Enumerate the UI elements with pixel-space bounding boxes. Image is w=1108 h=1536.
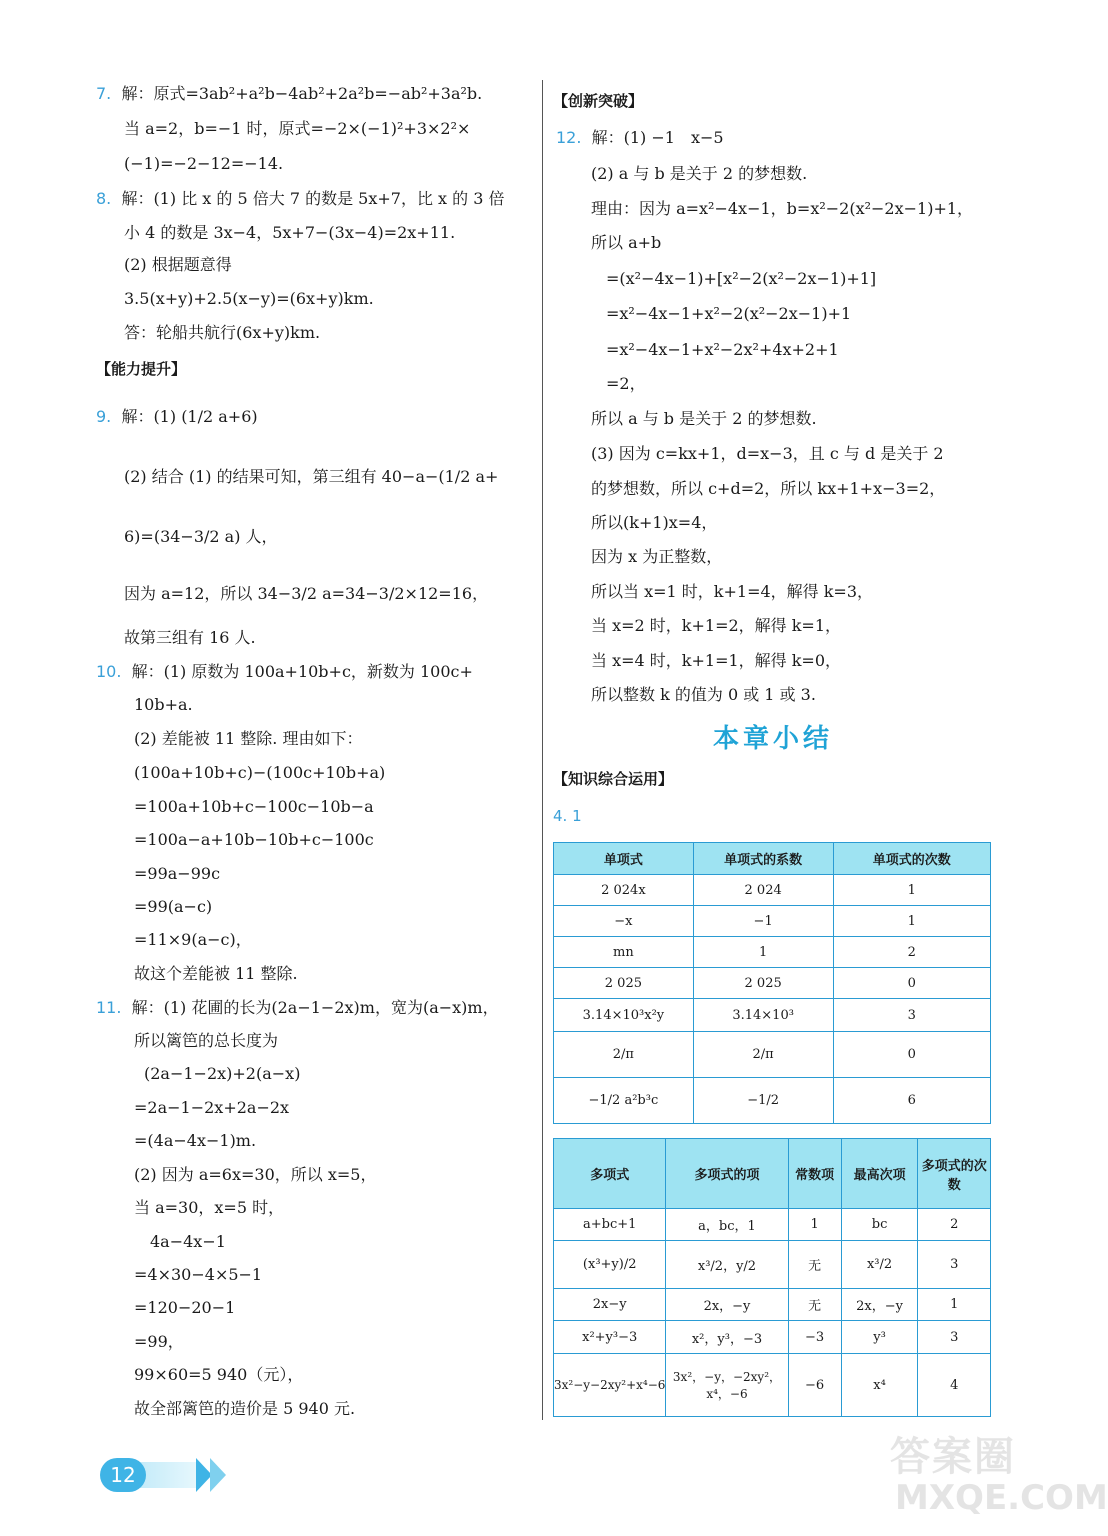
table-cell: −6 — [788, 1354, 841, 1417]
table-row — [554, 906, 991, 937]
table-cell: bc — [841, 1209, 918, 1241]
answer-12-line-8: =2， — [606, 374, 646, 393]
table-row — [554, 1078, 991, 1124]
table-cell: 2 024x — [554, 875, 694, 906]
table-cell: −1/2 — [693, 1078, 833, 1124]
table-cell: 2/π — [554, 1032, 694, 1078]
table-cell: −3 — [788, 1321, 841, 1354]
answer-8-line-2: 小 4 的数是 3x−4，5x+7−(3x−4)=2x+11. — [124, 223, 456, 242]
answer-12-line-4: 所以 a+b — [591, 233, 662, 252]
answer-12-line-1: 12. 解：(1) −1 x−5 — [556, 128, 724, 147]
answer-11-line-9: =4×30−4×5−1 — [134, 1265, 263, 1284]
answer-12-line-17: 所以整数 k 的值为 0 或 1 或 3. — [591, 685, 816, 704]
page-number: 12 — [100, 1458, 146, 1492]
table-row — [554, 1032, 991, 1078]
answer-10-line-8: =99(a−c) — [134, 897, 213, 916]
column-divider — [542, 80, 543, 1420]
answer-10-line-1: 10. 解：(1) 原数为 100a+10b+c，新数为 100c+ — [96, 662, 473, 681]
answer-12-line-15: 当 x=2 时，k+1=2，解得 k=1， — [591, 616, 842, 635]
answer-11-line-8: 4a−4x−1 — [150, 1232, 226, 1251]
answer-10-line-7: =99a−99c — [134, 864, 221, 883]
answer-12-line-11: 的梦想数，所以 c+d=2，所以 kx+1+x−3=2， — [591, 479, 946, 498]
table-row — [554, 1321, 991, 1354]
table-cell: 2/π — [693, 1032, 833, 1078]
answer-12-line-16: 当 x=4 时，k+1=1，解得 k=0， — [591, 651, 842, 670]
table-cell: 无 — [788, 1289, 841, 1321]
table-cell: (x³+y)/2 — [554, 1241, 666, 1289]
answer-7-line-3: (−1)=−2−12=−14. — [124, 154, 284, 173]
answer-9-line-2: (2) 结合 (1) 的结果可知，第三组有 40−a−(1/2 a+ — [124, 467, 499, 486]
answer-9-line-1: 9. 解：(1) (1/2 a+6) — [96, 407, 258, 426]
answer-10-line-9: =11×9(a−c)， — [134, 930, 252, 949]
table-cell: a，bc，1 — [666, 1209, 788, 1241]
table-cell: x³/2，y/2 — [666, 1241, 788, 1289]
table-row — [554, 1209, 991, 1241]
table-cell: −x — [554, 906, 694, 937]
table-cell: 3.14×10³x²y — [554, 999, 694, 1032]
table-row — [554, 968, 991, 999]
answer-12-line-13: 因为 x 为正整数， — [591, 547, 723, 566]
table-cell: x³/2 — [841, 1241, 918, 1289]
table-cell: 1 — [833, 906, 991, 937]
section-heading-ability: 【能力提升】 — [96, 360, 187, 378]
answer-11-line-1: 11. 解：(1) 花圃的长为(2a−1−2x)m，宽为(a−x)m， — [96, 998, 499, 1017]
table2-header-constant: 常数项 — [788, 1139, 841, 1209]
table-cell: x²+y³−3 — [554, 1321, 666, 1354]
table1-header-degree: 单项式的次数 — [833, 843, 991, 875]
answer-12-line-12: 所以(k+1)x=4， — [591, 513, 718, 532]
answer-12-line-2: (2) a 与 b 是关于 2 的梦想数. — [591, 164, 808, 183]
table-cell: 2 024 — [693, 875, 833, 906]
table-cell: 0 — [833, 968, 991, 999]
table-cell: x²，y³，−3 — [666, 1321, 788, 1354]
table-cell: 2x−y — [554, 1289, 666, 1321]
table2-header-degree: 多项式的次数 — [918, 1139, 991, 1209]
table-row — [554, 1289, 991, 1321]
table2-header-highest-term: 最高次项 — [841, 1139, 918, 1209]
answer-7-line-2: 当 a=2，b=−1 时，原式=−2×(−1)²+3×2²× — [124, 119, 471, 138]
answer-9-line-4: 因为 a=12，所以 34−3/2 a=34−3/2×12=16， — [124, 584, 489, 603]
answer-11-line-10: =120−20−1 — [134, 1298, 236, 1317]
table-cell: 2 — [833, 937, 991, 968]
answer-10-line-6: =100a−a+10b−10b+c−100c — [134, 830, 374, 849]
answer-9-line-5: 故第三组有 16 人. — [124, 628, 256, 647]
table-cell: 3x²，−y，−2xy²，x⁴，−6 — [666, 1354, 788, 1417]
section-heading-knowledge: 【知识综合运用】 — [553, 770, 674, 788]
table-cell: 3.14×10³ — [693, 999, 833, 1032]
table-cell: 3x²−y−2xy²+x⁴−6 — [554, 1354, 666, 1417]
table-cell: 3 — [918, 1241, 991, 1289]
table-cell: 3 — [833, 999, 991, 1032]
answer-11-line-7: 当 a=30，x=5 时， — [134, 1198, 285, 1217]
table-cell: x⁴ — [841, 1354, 918, 1417]
answer-12-line-7: =x²−4x−1+x²−2x²+4x+2+1 — [606, 340, 839, 359]
answer-11-line-13: 故全部篱笆的造价是 5 940 元. — [134, 1399, 356, 1418]
table-cell: −1/2 a²b³c — [554, 1078, 694, 1124]
table-cell: 2x，−y — [841, 1289, 918, 1321]
monomial-table — [553, 842, 991, 1124]
table-cell: y³ — [841, 1321, 918, 1354]
table-cell: 4 — [918, 1354, 991, 1417]
answer-8-line-5: 答：轮船共航行(6x+y)km. — [124, 323, 321, 342]
table2-header-terms: 多项式的项 — [666, 1139, 788, 1209]
table-cell: 0 — [833, 1032, 991, 1078]
table-cell: 1 — [693, 937, 833, 968]
item-number-4-1: 4. 1 — [553, 807, 582, 825]
answer-11-line-11: =99， — [134, 1332, 184, 1351]
table-cell: 2x，−y — [666, 1289, 788, 1321]
table-cell: 2 025 — [554, 968, 694, 999]
table-cell: 2 025 — [693, 968, 833, 999]
table-cell: 6 — [833, 1078, 991, 1124]
table-cell: a+bc+1 — [554, 1209, 666, 1241]
answer-8-line-1: 8. 解：(1) 比 x 的 5 倍大 7 的数是 5x+7，比 x 的 3 倍 — [96, 189, 505, 208]
answer-11-line-3: (2a−1−2x)+2(a−x) — [144, 1064, 301, 1083]
table-cell: 1 — [833, 875, 991, 906]
answer-11-line-4: =2a−1−2x+2a−2x — [134, 1098, 290, 1117]
table-row — [554, 999, 991, 1032]
answer-7-line-1: 7. 解：原式=3ab²+a²b−4ab²+2a²b=−ab²+3a²b. — [96, 84, 483, 103]
table-row — [554, 937, 991, 968]
answer-10-line-4: (100a+10b+c)−(100c+10b+a) — [134, 763, 386, 782]
answer-9-line-3: 6)=(34−3/2 a) 人， — [124, 527, 278, 546]
answer-11-line-5: =(4a−4x−1)m. — [134, 1131, 257, 1150]
polynomial-table — [553, 1138, 991, 1417]
table-cell: 1 — [788, 1209, 841, 1241]
answer-12-line-5: =(x²−4x−1)+[x²−2(x²−2x−1)+1] — [606, 269, 877, 288]
chapter-summary-title: 本章小结 — [713, 724, 834, 754]
table1-header-monomial: 单项式 — [554, 843, 694, 875]
answer-12-line-3: 理由：因为 a=x²−4x−1，b=x²−2(x²−2x−1)+1， — [591, 199, 974, 218]
table-row — [554, 1241, 991, 1289]
table-cell: −1 — [693, 906, 833, 937]
table1-header-coefficient: 单项式的系数 — [693, 843, 833, 875]
answer-10-line-2: 10b+a. — [134, 695, 193, 714]
table-row — [554, 1354, 991, 1417]
table-cell: mn — [554, 937, 694, 968]
table-cell: 1 — [918, 1289, 991, 1321]
answer-8-line-4: 3.5(x+y)+2.5(x−y)=(6x+y)km. — [124, 289, 374, 308]
table-cell: 3 — [918, 1321, 991, 1354]
answer-10-line-3: (2) 差能被 11 整除. 理由如下： — [134, 729, 363, 748]
watermark-url: MXQE.COM — [895, 1478, 1108, 1518]
answer-12-line-9: 所以 a 与 b 是关于 2 的梦想数. — [591, 409, 817, 428]
answer-11-line-6: (2) 因为 a=6x=30，所以 x=5， — [134, 1165, 377, 1184]
answer-12-line-14: 所以当 x=1 时，k+1=4，解得 k=3， — [591, 582, 874, 601]
answer-10-line-10: 故这个差能被 11 整除. — [134, 964, 298, 983]
table-cell: 2 — [918, 1209, 991, 1241]
table-cell: 无 — [788, 1241, 841, 1289]
chevron-right-icon — [210, 1458, 226, 1492]
answer-11-line-2: 所以篱笆的总长度为 — [134, 1031, 279, 1050]
section-heading-innovation: 【创新突破】 — [553, 92, 644, 110]
answer-11-line-12: 99×60=5 940（元）， — [134, 1365, 304, 1384]
answer-10-line-5: =100a+10b+c−100c−10b−a — [134, 797, 374, 816]
answer-12-line-10: (3) 因为 c=kx+1，d=x−3，且 c 与 d 是关于 2 — [591, 444, 944, 463]
watermark-logo: 答案圈 — [890, 1434, 1016, 1480]
table2-header-polynomial: 多项式 — [554, 1139, 666, 1209]
answer-12-line-6: =x²−4x−1+x²−2(x²−2x−1)+1 — [606, 304, 852, 323]
table-row — [554, 875, 991, 906]
answer-8-line-3: (2) 根据题意得 — [124, 255, 232, 274]
